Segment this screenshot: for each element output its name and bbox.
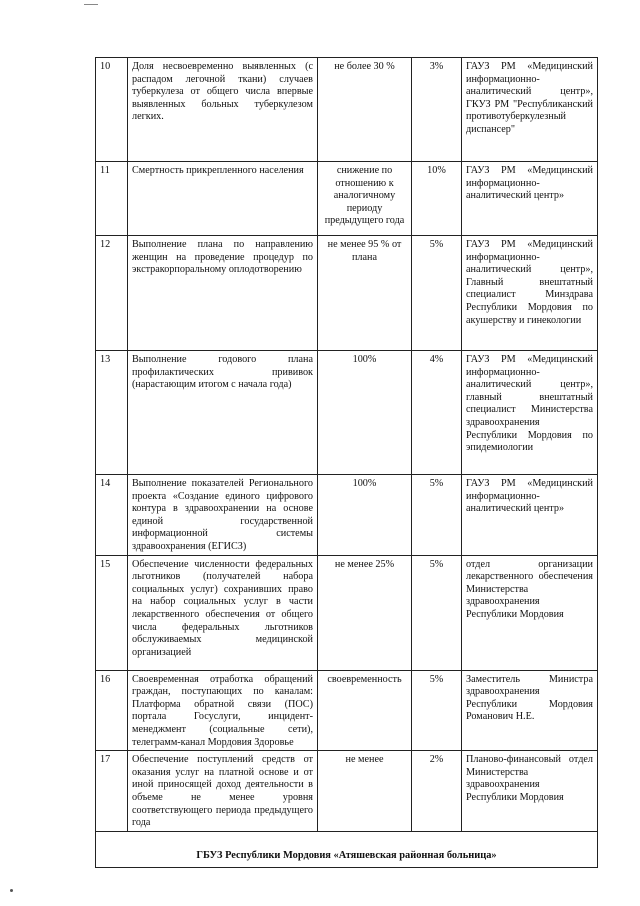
target-value: не менее 25% [318, 555, 412, 670]
row-number: 10 [96, 58, 128, 162]
responsible-text: ГАУЗ РМ «Медицинский информационно-аналитический центр» [462, 475, 598, 556]
weight-value: 4% [412, 351, 462, 475]
weight-value: 3% [412, 58, 462, 162]
responsible-text: ГАУЗ РМ «Медицинский информационно-аналитический центр», главный внештатный специалист Министерства здравоохранения Республики Мордовия по эпидемиологии [462, 351, 598, 475]
indicator-text: Выполнение годового плана профилактических прививок (нарастающим итогом с начала года) [128, 351, 318, 475]
indicator-text: Обеспечение численности федеральных льготников (получателей набора социальных услуг) сохранивших право на набор социальных услуг в части лекарственного обеспечения от общего числа федеральных льготников обслуживаемых медицинской организацией [128, 555, 318, 670]
indicator-text: Доля несвоевременно выявленных (с распадом легочной ткани) случаев туберкулеза от общего числа впервые выявленных больных туберкулезом легких. [128, 58, 318, 162]
table-row [96, 670, 598, 751]
weight-value: 10% [412, 162, 462, 236]
target-value: не менее [318, 751, 412, 832]
responsible-text: ГАУЗ РМ «Медицинский информационно-аналитический центр» [462, 162, 598, 236]
responsible-text: Планово-финансовый отдел Министерства здравоохранения Республики Мордовия [462, 751, 598, 832]
responsible-text: Заместитель Министра здравоохранения Республики Мордовия Романович Н.Е. [462, 670, 598, 751]
table-row [96, 555, 598, 670]
target-value: не менее 95 % от плана [318, 236, 412, 351]
weight-value: 2% [412, 751, 462, 832]
indicator-text: Своевременная отработка обращений граждан, поступающих по каналам: Платформа обратной связи (ПОС) портала Госуслуги, инцидент-менеджмент (социальные сети), телеграмм-канал Мордовия Здоровье [128, 670, 318, 751]
responsible-text: ГАУЗ РМ «Медицинский информационно-аналитический центр», ГКУЗ РМ "Республиканский противотуберкулезный диспансер" [462, 58, 598, 162]
indicators-table-body [96, 58, 598, 868]
target-value: своевременность [318, 670, 412, 751]
table-row [96, 351, 598, 475]
indicators-table [95, 57, 598, 868]
row-number: 13 [96, 351, 128, 475]
row-number: 15 [96, 555, 128, 670]
table-row [96, 751, 598, 832]
scan-dot [10, 889, 13, 892]
table-row [96, 58, 598, 162]
weight-value: 5% [412, 475, 462, 556]
weight-value: 5% [412, 555, 462, 670]
row-number: 12 [96, 236, 128, 351]
target-value: 100% [318, 475, 412, 556]
table-row [96, 162, 598, 236]
page-top-mark [84, 4, 98, 5]
row-number: 11 [96, 162, 128, 236]
row-number: 14 [96, 475, 128, 556]
target-value: не более 30 % [318, 58, 412, 162]
weight-value: 5% [412, 236, 462, 351]
section-heading: ГБУЗ Республики Мордовия «Атяшевская районная больница» [96, 831, 598, 867]
row-number: 16 [96, 670, 128, 751]
indicator-text: Смертность прикрепленного населения [128, 162, 318, 236]
target-value: 100% [318, 351, 412, 475]
table-row [96, 236, 598, 351]
row-number: 17 [96, 751, 128, 832]
responsible-text: отдел организации лекарственного обеспечения Министерства здравоохранения Республики Мордовия [462, 555, 598, 670]
indicator-text: Выполнение показателей Регионального проекта «Создание единого цифрового контура в здравоохранении на основе единой государственной информационной системы здравоохранения (ЕГИСЗ) [128, 475, 318, 556]
weight-value: 5% [412, 670, 462, 751]
section-heading-row [96, 831, 598, 867]
responsible-text: ГАУЗ РМ «Медицинский информационно-аналитический центр», Главный внештатный специалист Минздрава Республики Мордовия по акушерству и гинекологии [462, 236, 598, 351]
indicator-text: Обеспечение поступлений средств от оказания услуг на платной основе и от иной приносящей доход деятельности в объеме не менее уровня соответствующего периода предыдущего года [128, 751, 318, 832]
table-row [96, 475, 598, 556]
target-value: снижение по отношению к аналогичному периоду предыдущего года [318, 162, 412, 236]
indicator-text: Выполнение плана по направлению женщин на проведение процедур по экстракорпоральному оплодотворению [128, 236, 318, 351]
